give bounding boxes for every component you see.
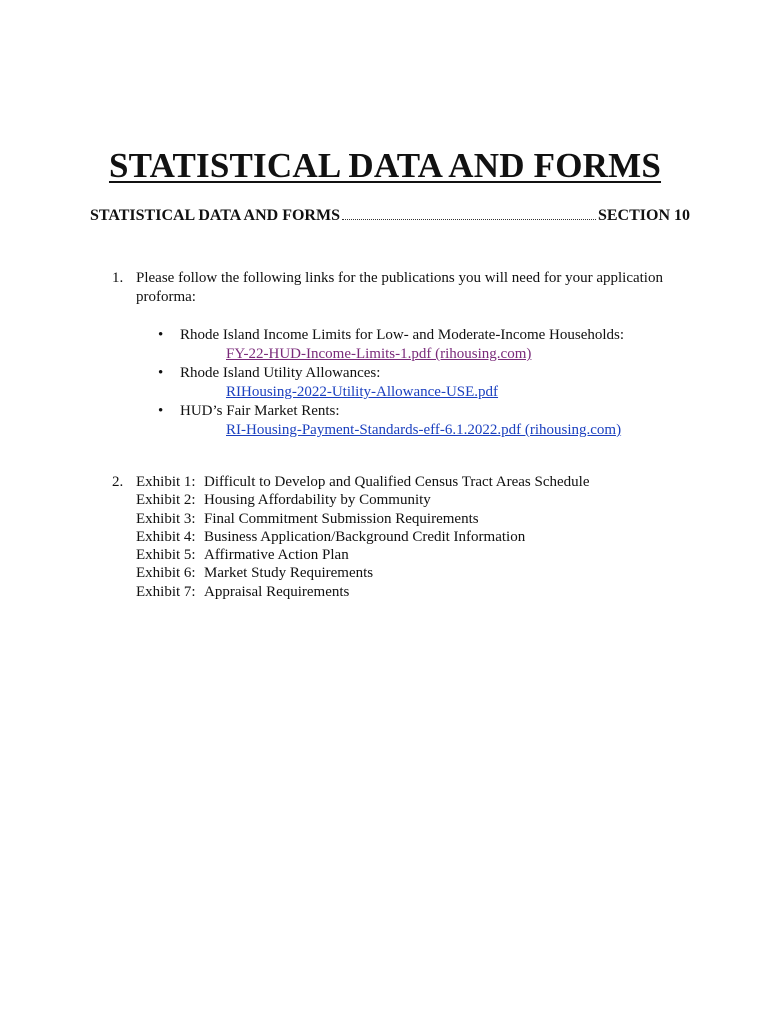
exhibit-name: Exhibit 2: [136, 492, 196, 509]
item-text: Please follow the following links for the publications you will need for your application proforma: [136, 270, 663, 305]
exhibit-row [112, 546, 589, 564]
exhibit-name: Exhibit 7: [136, 583, 196, 600]
exhibit-row [112, 564, 589, 582]
section-name: STATISTICAL DATA AND FORMS [90, 207, 340, 224]
exhibit-row [112, 491, 589, 509]
list-item [158, 364, 678, 402]
bullet-label: HUD’s Fair Market Rents: [180, 403, 340, 419]
list-item [158, 402, 678, 440]
item-number: 2. [112, 474, 124, 490]
bullet-label: Rhode Island Utility Allowances: [180, 365, 381, 381]
page-title: STATISTICAL DATA AND FORMS [108, 146, 662, 185]
exhibit-name: Exhibit 6: [136, 565, 196, 582]
exhibit-desc: Market Study Requirements [204, 565, 374, 582]
income-limits-link[interactable]: FY-22-HUD-Income-Limits-1.pdf (rihousing.com) [226, 346, 532, 362]
section-number: SECTION 10 [597, 207, 690, 224]
exhibit-row [112, 528, 589, 546]
exhibit-row [112, 583, 589, 601]
exhibit-desc: Final Commitment Submission Requirements [204, 510, 479, 527]
exhibit-name: Exhibit 5: [136, 547, 196, 564]
dot-leader [342, 207, 596, 220]
payment-standards-link[interactable]: RI-Housing-Payment-Standards-eff-6.1.2022.pdf (rihousing.com) [226, 422, 622, 438]
exhibit-desc: Business Application/Background Credit Information [204, 528, 526, 545]
exhibit-desc: Housing Affordability by Community [204, 492, 431, 509]
bullet-icon: • [158, 365, 164, 381]
list-item [158, 326, 678, 364]
item-number: 1. [112, 270, 124, 286]
exhibit-name: Exhibit 4: [136, 528, 196, 545]
section-header [90, 207, 690, 229]
links-list [158, 326, 678, 440]
exhibit-name: Exhibit 3: [136, 510, 196, 527]
exhibit-row [112, 473, 589, 491]
bullet-icon: • [158, 403, 164, 419]
exhibit-name: Exhibit 1: [136, 474, 196, 490]
exhibit-desc: Appraisal Requirements [204, 583, 350, 600]
exhibit-desc: Affirmative Action Plan [204, 547, 349, 564]
bullet-label: Rhode Island Income Limits for Low- and Moderate-Income Households: [180, 327, 625, 343]
utility-allowance-link[interactable]: RIHousing-2022-Utility-Allowance-USE.pdf [226, 384, 499, 400]
exhibit-desc: Difficult to Develop and Qualified Census Tract Areas Schedule [204, 474, 590, 490]
bullet-icon: • [158, 327, 164, 343]
exhibit-list [112, 473, 589, 601]
exhibit-row [112, 510, 589, 528]
